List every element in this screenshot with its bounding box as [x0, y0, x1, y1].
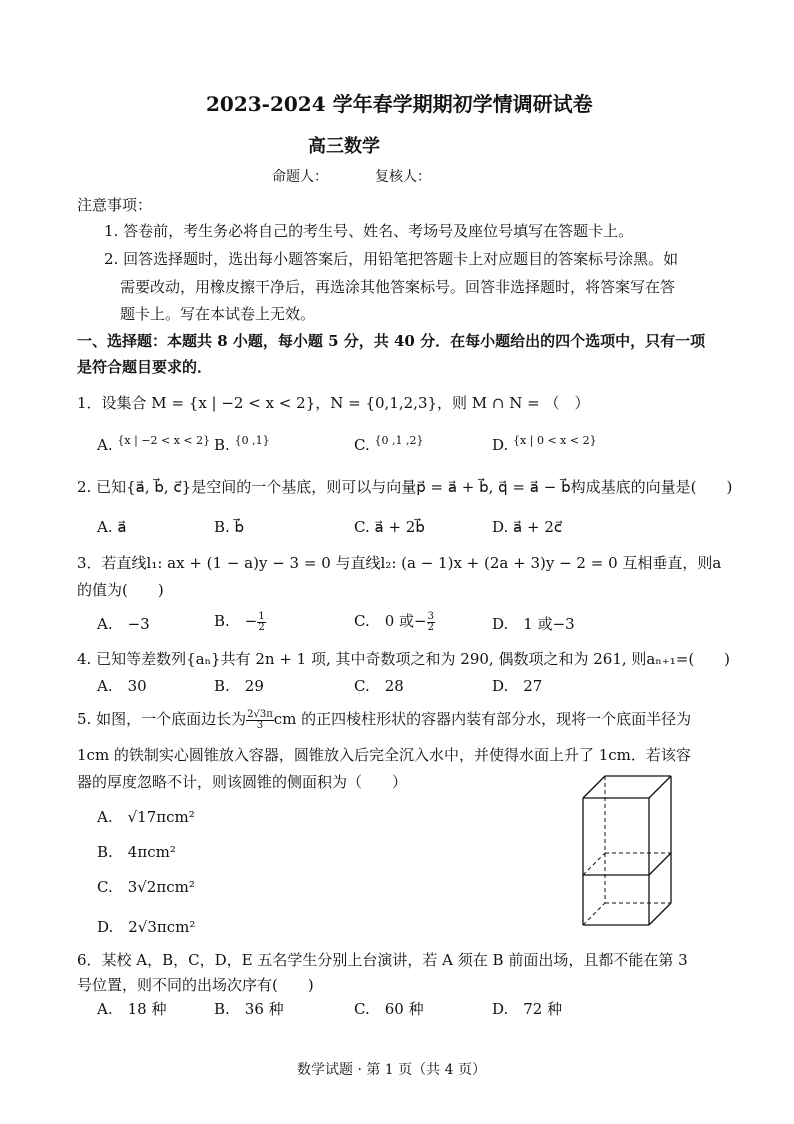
q6-option-c: C. 60 种	[354, 1000, 424, 1018]
question-5-line-3: 器的厚度忽略不计，则该圆锥的侧面积为（ ）	[77, 773, 408, 791]
notice-heading: 注意事项：	[77, 196, 153, 214]
q1-option-a-value: {x | −2 < x < 2}	[117, 434, 211, 447]
q4-option-c: C. 28	[354, 677, 404, 695]
q5-option-a: A. √17πcm²	[97, 808, 195, 826]
exam-subject: 高三数学	[308, 136, 380, 157]
q3-option-b-label: B. −	[214, 612, 258, 630]
q5-side-length-fraction	[246, 710, 274, 731]
q5-option-d: D. 2√3πcm²	[97, 918, 196, 936]
q3-option-c-denominator: 2	[427, 621, 434, 633]
notice-item-1: 1. 答卷前，考生务必将自己的考生号、姓名、考场号及座位号填写在答题卡上。	[104, 222, 634, 240]
exam-title: 2023-2024 学年春学期期初学情调研试卷	[206, 92, 593, 116]
q6-option-d: D. 72 种	[492, 1000, 563, 1018]
q2-option-a: A. a⃗	[97, 518, 127, 536]
prism-top-right-edge	[649, 776, 671, 798]
q3-option-c-numerator: 3	[427, 610, 434, 622]
question-2-stem: 2. 已知{a⃗, b⃗, c⃗}是空间的一个基底，则可以与向量p⃗ = a⃗ + b⃗, q⃗ = a⃗ − b⃗构成基底的向量是( )	[77, 478, 733, 496]
q2-option-d: D. a⃗ + 2c⃗	[492, 518, 563, 536]
water-line-hidden-left	[583, 853, 605, 875]
q1-option-a-letter: A.	[97, 436, 113, 454]
section-heading-line-1: 一、选择题：本题共 8 小题，每小题 5 分，共 40 分．在每小题给出的四个选项中，只有一项	[77, 332, 706, 350]
q3-option-b-numerator: 1	[258, 610, 265, 622]
q3-option-c	[354, 610, 435, 633]
q5-option-c: C. 3√2πcm²	[97, 878, 195, 896]
q2-option-b: B. b⃗	[214, 518, 245, 536]
q3-option-a: A. −3	[97, 615, 150, 633]
q1-option-b	[214, 436, 270, 454]
q3-option-b	[214, 610, 266, 633]
q1-option-a	[97, 436, 210, 454]
q3-option-c-label: C. 0 或−	[354, 612, 427, 630]
q5-fraction-denominator: 3	[256, 719, 264, 731]
prism-container-figure	[575, 770, 685, 935]
q4-option-b: B. 29	[214, 677, 264, 695]
q1-option-c-letter: C.	[354, 436, 370, 454]
q2-option-c: C. a⃗ + 2b⃗	[354, 518, 425, 536]
q6-option-a: A. 18 种	[97, 1000, 167, 1018]
q1-option-b-value: {0 ,1}	[234, 434, 270, 447]
notice-item-2-line-2: 需要改动，用橡皮擦干净后，再选涂其他答案标号。回答非选择题时，将答案写在答	[120, 278, 676, 296]
prism-bottom-right-edge	[649, 903, 671, 925]
q5-fraction-numerator: 2√3π	[247, 708, 273, 720]
section-heading-line-2: 是符合题目要求的．	[77, 358, 213, 376]
q5-option-b: B. 4πcm²	[97, 843, 176, 861]
q1-option-d	[492, 436, 597, 454]
q4-option-d: D. 27	[492, 677, 543, 695]
notice-item-2-line-1: 2. 回答选择题时，选出每小题答案后，用铅笔把答题卡上对应题目的答案标号涂黑。如	[104, 250, 679, 268]
question-5-line-1	[77, 708, 691, 731]
question-4-stem: 4. 已知等差数列{aₙ}共有 2n + 1 项, 其中奇数项之和为 290, 偶数项之和为 261, 则aₙ₊₁=( )	[77, 650, 731, 668]
q3-option-b-denominator: 2	[258, 621, 265, 633]
setter-label: 命题人：	[272, 169, 328, 185]
q1-option-c	[354, 436, 423, 454]
q5-line-1-part-b: cm 的正四棱柱形状的容器内装有部分水，现将一个底面半径为	[273, 710, 692, 728]
question-5-line-2: 1cm 的铁制实心圆锥放入容器，圆锥放入后完全沉入水中，并使得水面上升了 1cm．若该容	[77, 746, 691, 764]
question-6-line-2: 号位置，则不同的出场次序有( )	[77, 976, 314, 994]
q3-option-b-fraction	[257, 612, 265, 633]
q1-option-b-letter: B.	[214, 436, 230, 454]
q1-option-c-value: {0 ,1 ,2}	[374, 434, 424, 447]
prism-hidden-bottom-left-edge	[583, 903, 605, 925]
question-6-line-1: 6．某校 A，B，C，D，E 五名学生分别上台演讲，若 A 须在 B 前面出场，且都不能在第 3	[77, 951, 688, 969]
reviewer-label: 复核人：	[375, 169, 431, 185]
question-1-stem: 1．设集合 M = {x | −2 < x < 2}，N = {0,1,2,3}，则 M ∩ N = （ ）	[77, 394, 590, 412]
q1-option-d-letter: D.	[492, 436, 509, 454]
question-3-line-1: 3．若直线l₁: ax + (1 − a)y − 3 = 0 与直线l₂: (a − 1)x + (2a + 3)y − 2 = 0 互相垂直，则a	[77, 554, 722, 572]
q5-line-1-part-a: 5. 如图，一个底面边长为	[77, 710, 247, 728]
q3-option-d: D. 1 或−3	[492, 615, 575, 633]
water-line-side	[649, 853, 671, 875]
page-footer: 数学试题 · 第 1 页（共 4 页）	[297, 1062, 486, 1078]
q4-option-a: A. 30	[97, 677, 147, 695]
prism-top-left-edge	[583, 776, 605, 798]
q3-option-c-fraction	[427, 612, 435, 633]
question-3-line-2: 的值为( )	[77, 581, 164, 599]
notice-item-2-line-3: 题卡上。写在本试卷上无效。	[120, 305, 316, 323]
q6-option-b: B. 36 种	[214, 1000, 284, 1018]
q1-option-d-value: {x | 0 < x < 2}	[513, 434, 597, 447]
